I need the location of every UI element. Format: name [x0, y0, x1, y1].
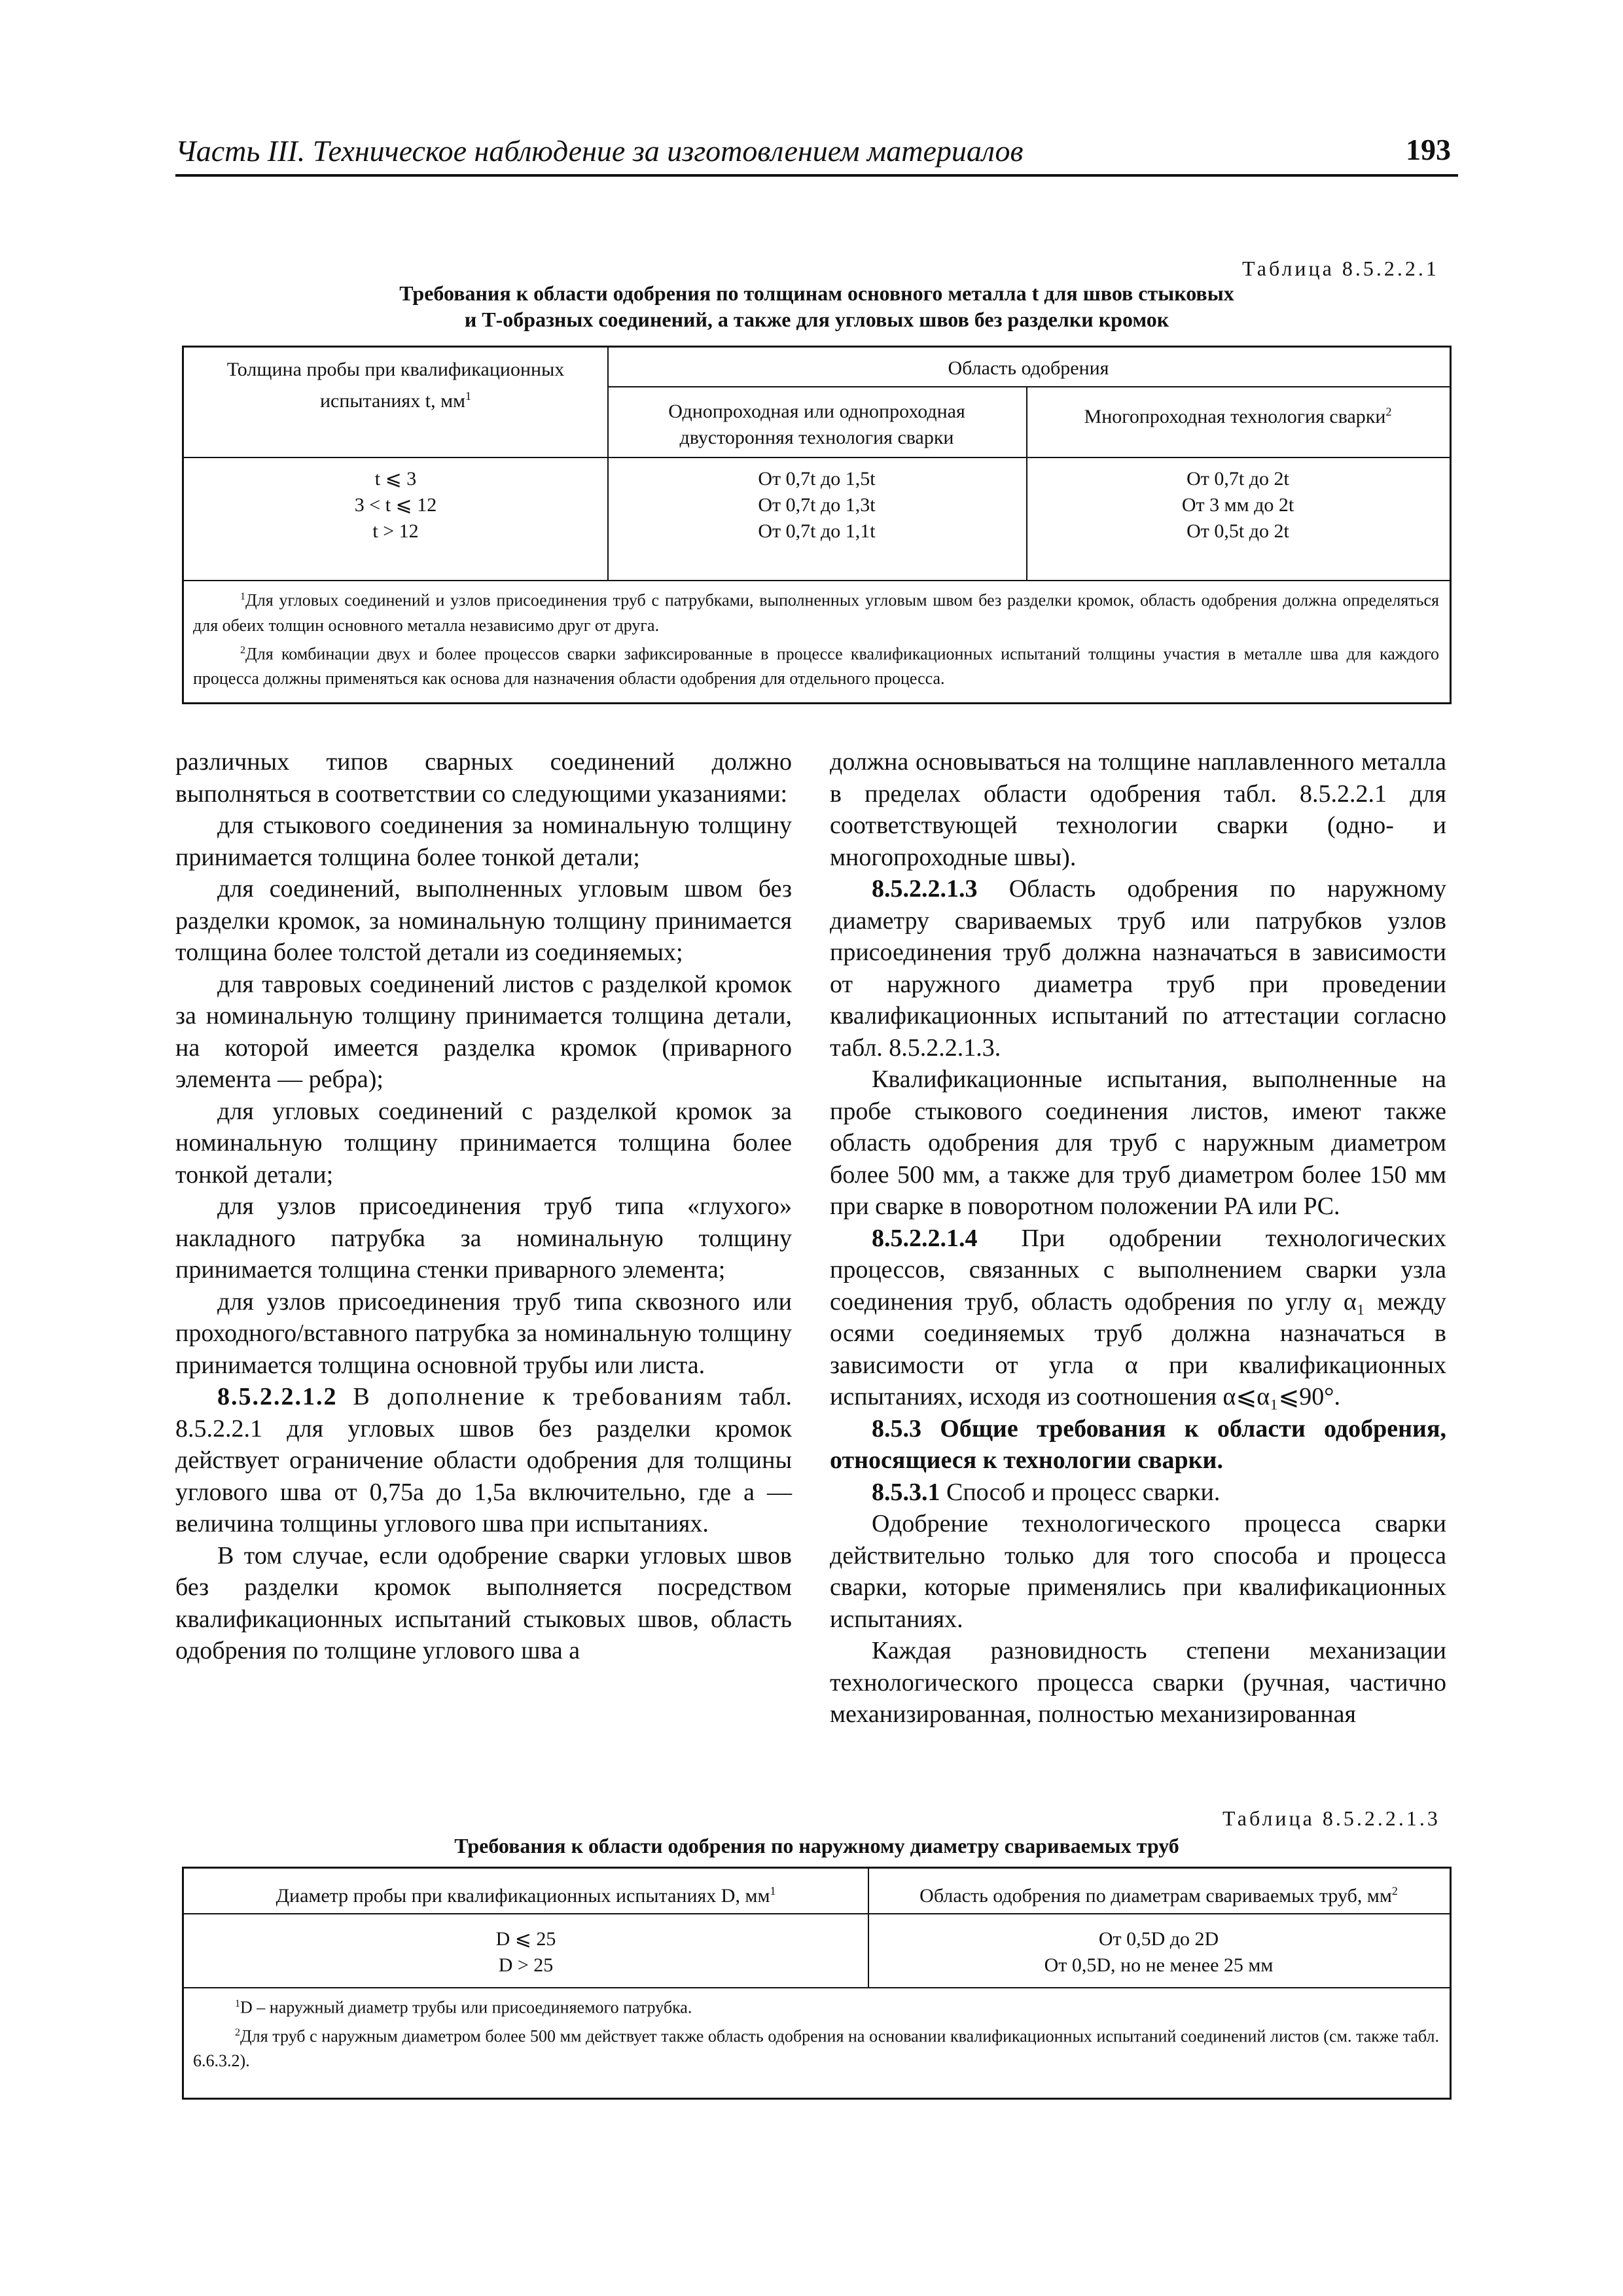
table2-col1-header: Диаметр пробы при квалификационных испытаниях D, $мм^1$ [276, 1884, 776, 1907]
table1-single-pass-cells [607, 466, 1026, 545]
running-header: Часть III. Техническое наблюдение за изготовлением материалов [175, 134, 1024, 168]
page-number: 193 [1406, 133, 1451, 166]
table-cell: D > 25 [498, 1954, 554, 1976]
table-cell: От 0,5D, но не менее 25 мм [1044, 1954, 1274, 1976]
table1-multi-pass-cells [1026, 466, 1450, 545]
paragraph: Каждая разновидность степени механизации технологического процесса сварки (ручная, частично механизированная, полностью механизированная [830, 1637, 1446, 1728]
table2-col2-header: Область одобрения по диаметрам свариваемых труб, $мм^2$ [919, 1884, 1398, 1907]
table-cell: От 0,5D до 2D [1098, 1928, 1219, 1950]
table-cell: От 0,7t до 2t [1186, 468, 1289, 490]
paragraph: для тавровых соединений листов с разделкой кромок за номинальную толщину принимается толщина детали, на которой имеется разделка кромок (приварного элемента — ребра); [175, 970, 792, 1093]
table-cell: От 0,7t до 1,5t [758, 468, 876, 490]
right-column [830, 746, 1446, 1731]
table-cell: 3 < t ⩽ 12 [354, 494, 437, 516]
table-cell: От 3 мм до 2t [1181, 494, 1294, 516]
paragraph: Одобрение технологического процесса сварки действительно только для того способа и процесса сварки, которые применялись при квалификационных испытаниях. [830, 1510, 1446, 1633]
clause-8-5-3-1: 8.5.3.1 Способ и процесс сварки. [872, 1478, 1221, 1506]
table1-col2-header: Однопроходная или однопроходная двусторонняя технология сварки [668, 401, 965, 448]
table-cell: t > 12 [372, 520, 419, 542]
table1 [182, 346, 1452, 704]
table1-footnotes: $^1$Для угловых соединений и узлов присоединения труб с патрубками, выполненных угловым швом без разделки кромок, область одобрения должна определяться для обеих толщин основного металла независимо друг от друга. $^2$Для комбинации двух и более процессов сварки зафиксированные в процессе квалификационных испытаний толщины участия в металле шва для каждого процесса должны применяться как основа для назначения области одобрения для отдельного процесса. [193, 590, 1439, 689]
table1-col3-header: Многопроходная технология сварки$^2$ [1084, 405, 1392, 427]
paragraph: В том случае, если одобрение сварки угловых швов без разделки кромок выполняется посредством квалификационных испытаний стыковых швов, область одобрения по толщине углового шва a [175, 1541, 792, 1664]
table2-range-cells [868, 1926, 1450, 1979]
table-cell: D ⩽ 25 [495, 1928, 556, 1950]
clause-8-5-2-2-1-3: 8.5.2.2.1.3 Область одобрения по наружному диаметру свариваемых труб или патрубков узлов присоединения труб должна назначаться в зависимости от наружного диаметра труб при проведении квалификационных испытаний по аттестации согласно табл. 8.5.2.2.1.3. [830, 875, 1446, 1062]
clause-8-5-3: 8.5.3 Общие требования к области одобрения, относящиеся к технологии сварки. [830, 1414, 1447, 1474]
paragraph: Квалификационные испытания, выполненные на пробе стыкового соединения листов, имеют также область одобрения для труб с наружным диаметром более 500 мм, а также для труб диаметром более 150 мм при сварке в поворотном положении PA или PC. [830, 1066, 1446, 1220]
paragraph: для стыкового соединения за номинальную толщину принимается толщина более тонкой детали; [175, 812, 792, 871]
header-rule [175, 174, 1458, 177]
table-cell: От 0,5t до 2t [1186, 520, 1289, 542]
table1-col1-header: Толщина пробы при квалификационных испытаниях t, $мм^1$ [226, 359, 565, 412]
table2-footnotes: $^1$D – наружный диаметр трубы или присоединяемого патрубка. $^2$Для труб с наружным диаметром более 500 мм действует также область одобрения на основании квалификационных испытаний соединений листов (см. также табл. 6.6.3.2). [193, 1998, 1439, 2071]
table1-label: Таблица 8.5.2.2.1 [1242, 257, 1439, 280]
paragraph: для узлов присоединения труб типа «глухого» накладного патрубка за номинальную толщину принимается толщина стенки приварного элемента; [175, 1193, 792, 1283]
table2-label: Таблица 8.5.2.2.1.3 [1222, 1806, 1440, 1830]
paragraph: для соединений, выполненных угловым швом без разделки кромок, за номинальную толщину принимается толщина более толстой детали из соединяемых; [175, 875, 792, 966]
table-cell: t ⩽ 3 [374, 468, 417, 490]
table2-title: Требования к области одобрения по наружному диаметру свариваемых труб [454, 1834, 1179, 1857]
paragraph: должна основываться на толщине наплавленного металла в пределах области одобрения табл. 8.5.2.2.1 для соответствующей технологии сварки (одно- и многопроходные швы). [830, 748, 1446, 871]
paragraph: для узлов присоединения труб типа сквозного или проходного/вставного патрубка за номинальную толщину принимается толщина основной трубы или листа. [175, 1287, 792, 1379]
paragraph: для угловых соединений с разделкой кромок за номинальную толщину принимается толщина более тонкой детали; [175, 1097, 792, 1189]
table1-thickness-cells [184, 466, 607, 545]
table1-title: Требования к области одобрения по толщинам основного металла t для швов стыковых и Т-образных соединений, а также для угловых швов без разделки кромок [399, 281, 1234, 331]
paragraph: различных типов сварных соединений должно выполняться в соответствии со следующими указаниями: [175, 748, 792, 808]
clause-8-5-2-2-1-2: 8.5.2.2.1.2 В дополнение к требованиям табл. 8.5.2.2.1 для угловых швов без разделки кромок действует ограничение области одобрения для толщины углового шва от 0,75a до 1,5a включительно, где a — величина толщины углового шва при испытаниях. [175, 1383, 793, 1537]
clause-8-5-2-2-1-4: 8.5.2.2.1.4 При одобрении технологических процессов, связанных с выполнением сварки узла соединения труб, область одобрения по углу α₁ между осями соединяемых труб должна назначаться в зависимости от угла α при квалификационных испытаниях, исходя из соотношения α⩽α₁⩽90°. [830, 1224, 1446, 1410]
table2 [182, 1867, 1452, 2100]
table1-group-header: Область одобрения [948, 357, 1109, 379]
table-cell: От 0,7t до 1,3t [758, 494, 876, 516]
table2-diameter-cells [184, 1926, 868, 1979]
table-cell: От 0,7t до 1,1t [758, 520, 876, 542]
left-column [175, 746, 792, 1667]
